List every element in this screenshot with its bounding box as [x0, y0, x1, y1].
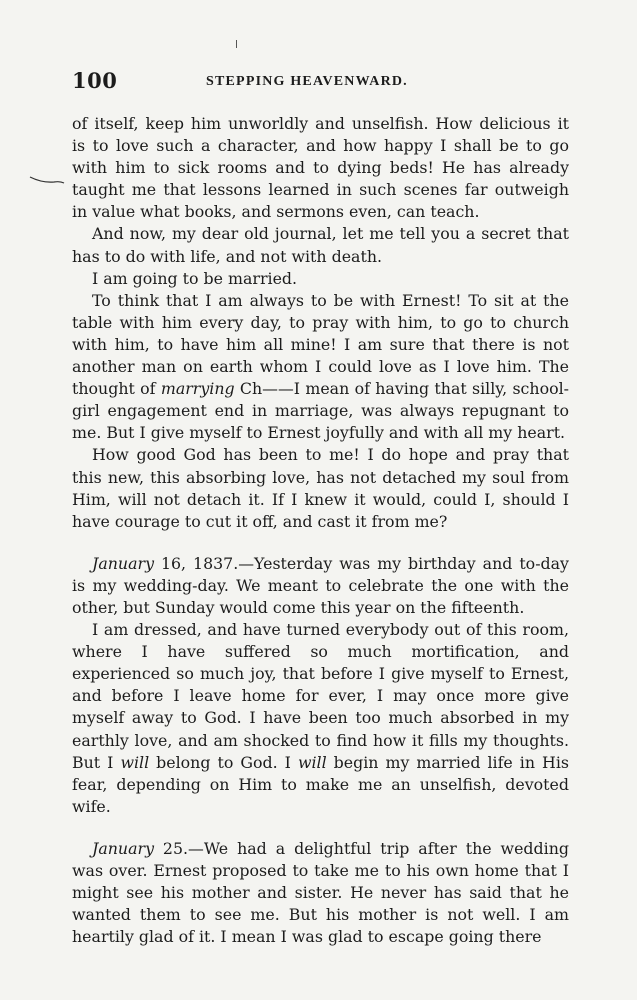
pencil-margin-mark	[28, 174, 68, 186]
page-header	[72, 68, 572, 100]
paragraph-7-part-1: I am dressed, and have turned everybody out of this room, where I have suffered so much mortification, and experienced so much joy, that before I give myself to Ernest, and before I leave home for ever, I may once more give myself away to God. I have been too much absorbed in my earthly love, and am shocked to find how it fills my thoughts. But I	[72, 620, 569, 772]
entry-text: 25.—We had a delightful trip after the wedding was over. Ernest proposed to take me to his own home that I might see his mother and sister. He never has said that he wanted them to see me. But his mother is not well. I am heartily glad of it. I mean I was glad to escape going there	[72, 838, 569, 947]
journal-entry-jan-16	[72, 553, 569, 619]
paragraph-3: I am going to be married.	[92, 268, 298, 288]
margin-tick-mark	[236, 40, 237, 48]
entry-date-month: January	[92, 838, 154, 858]
emphasis-will-1: will	[120, 752, 150, 772]
paragraph-1: of itself, keep him unworldly and unselfish. How delicious it is to love such a character, and how happy I shall be to go with him to sick rooms and to dying beds! He has already taught me that lessons learned in such scenes far outweigh in value what books, and sermons even, can teach.	[72, 114, 569, 222]
paragraph-4-part-1: To think that I am always to be with Ernest! To sit at the table with him every day, to pray with him, to go to church with him, to have him all mine! I am sure that there is not another man on earth whom I could love as I love him. The thought of	[72, 290, 569, 399]
paragraph-5: How good God has been to me! I do hope and pray that this new, this absorbing love, has not detached my soul from Him, will not detach it. If I knew it would, could I, should I have courage to cut it off, and cast it from me?	[72, 445, 569, 531]
paragraph-4	[72, 290, 569, 445]
paragraph-7-part-3: begin my married life in His fear, depending on Him to make me an unselfish, devoted wife.	[72, 752, 569, 816]
page-number: 100	[72, 68, 118, 93]
emphasis-marrying: marrying	[160, 379, 235, 399]
journal-entry-jan-25	[72, 838, 569, 948]
entry-text: 16, 1837.—Yesterday was my birthday and to-day is my wedding-day. We meant to celebrate the one with the other, but Sunday would come this year on the fifteenth.	[72, 553, 569, 617]
paragraph-7	[72, 619, 569, 818]
paragraph-4-part-2: Ch——I mean of having that silly, school-girl engagement end in marriage, was always repugnant to me. But I give myself to Ernest joyfully and with all my heart.	[72, 379, 569, 443]
running-title: STEPPING HEAVENWARD.	[206, 74, 408, 89]
body-text	[72, 113, 569, 948]
paragraph-7-part-2: belong to God. I	[149, 752, 298, 772]
entry-date-month: January	[92, 553, 154, 573]
paragraph-2: And now, my dear old journal, let me tell you a secret that has to do with life, and not with death.	[72, 224, 569, 266]
emphasis-will-2: will	[297, 752, 327, 772]
